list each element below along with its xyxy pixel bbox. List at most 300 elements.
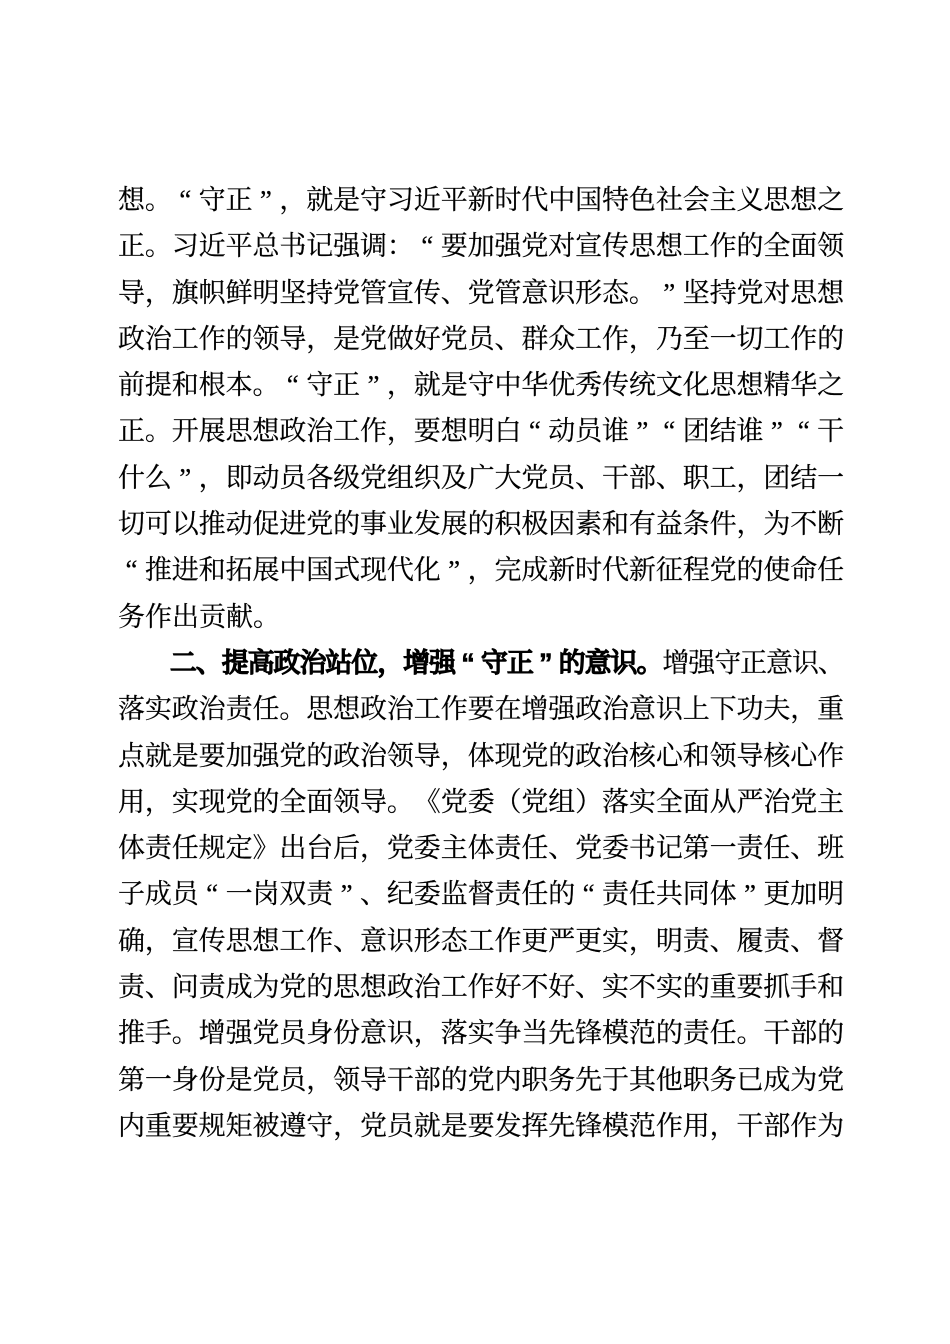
body-char: 职 (682, 1064, 710, 1095)
body-char: 体 (118, 833, 145, 864)
body-char: 锋 (575, 1018, 603, 1049)
body-char: 员 (467, 323, 495, 354)
body-char: 实 (602, 925, 630, 956)
body-char: 统 (628, 370, 656, 401)
body-char: ： (386, 231, 414, 262)
body-char: 习 (386, 185, 414, 215)
body-char: 是 (333, 185, 361, 215)
body-char: 意 (360, 1018, 388, 1049)
body-char: ， (198, 462, 226, 493)
body-char: 强 (548, 694, 576, 725)
body-char: 素 (575, 509, 603, 540)
body-char: 导 (360, 1064, 388, 1095)
body-char: 现 (198, 786, 226, 817)
body-char: 想 (736, 370, 764, 401)
body-char: 领 (386, 740, 414, 771)
body-char: 平 (225, 231, 253, 262)
body-char: 治 (360, 740, 388, 771)
body-char: ” (770, 416, 783, 447)
body-char: 是 (440, 1110, 468, 1141)
body-char: 。 (144, 185, 172, 215)
body-char: 任 (709, 1018, 737, 1049)
body-char: 有 (628, 509, 656, 540)
body-char: 员 (548, 462, 576, 493)
body-char: 时 (575, 555, 603, 586)
body-char: 、 (790, 833, 818, 864)
body-char: ” (367, 370, 380, 401)
body-char: 完 (494, 555, 522, 586)
body-char: 识 (386, 1018, 414, 1049)
body-char: “ (125, 555, 138, 586)
body-char: 命 (790, 555, 818, 586)
body-char: 治 (386, 694, 414, 725)
text-line (118, 408, 844, 454)
body-char: ， (306, 323, 334, 354)
body-char: 书 (279, 231, 307, 262)
body-char: 正 (333, 370, 361, 401)
body-char: 好 (413, 323, 441, 354)
body-char: 思 (763, 185, 791, 215)
body-char: 责 (682, 925, 710, 956)
body-char: 责 (736, 833, 764, 864)
body-char: 思 (225, 416, 253, 447)
body-char: 组 (386, 462, 414, 493)
body-char: 思 (225, 925, 253, 956)
body-char: 想 (817, 277, 845, 308)
body-char: 任 (763, 833, 791, 864)
body-char: 精 (763, 370, 791, 401)
body-char: 传 (602, 370, 630, 401)
body-char: 作 (655, 1110, 683, 1141)
body-char: 代 (521, 185, 549, 215)
body-char: 职 (682, 462, 710, 493)
body-char: 锋 (575, 1110, 603, 1141)
body-char: 近 (413, 185, 441, 215)
body-char: 规 (198, 1110, 226, 1141)
heading-char: ” (538, 647, 553, 678)
body-char: 国 (575, 185, 603, 215)
body-char: 用 (118, 786, 145, 817)
body-char: 谁 (736, 416, 764, 447)
body-char: 管 (360, 277, 388, 308)
body-char: （ (494, 786, 522, 817)
body-char: 和 (198, 555, 226, 586)
body-char: 切 (118, 509, 145, 540)
body-char: ” (340, 879, 353, 910)
body-char: 的 (736, 231, 764, 262)
body-char: 乃 (655, 323, 683, 354)
body-char: 的 (548, 879, 576, 910)
text-line (118, 1103, 844, 1149)
body-char: 部 (413, 1064, 441, 1095)
body-char: 守 (714, 647, 742, 678)
body-char: 任 (171, 833, 199, 864)
body-char: 内 (494, 1064, 522, 1095)
body-char: 新 (467, 185, 495, 215)
body-char: 强 (225, 1018, 253, 1049)
body-char: 党 (467, 277, 495, 308)
body-char: ” (259, 185, 272, 215)
body-char: 主 (440, 833, 468, 864)
body-char: 从 (709, 786, 737, 817)
body-char: 的 (333, 509, 361, 540)
body-char: 正 (118, 416, 145, 447)
body-char: 治 (602, 740, 630, 771)
body-char: ” (636, 416, 649, 447)
body-char: ， (709, 1110, 737, 1141)
body-char: 不 (521, 972, 549, 1003)
body-char: 工 (763, 323, 791, 354)
heading-char: ， (377, 647, 405, 678)
body-char: 帜 (198, 277, 226, 308)
body-char: 、 (655, 462, 683, 493)
body-char: 导 (118, 277, 145, 308)
body-char: 之 (817, 185, 845, 215)
body-char: 作 (494, 925, 522, 956)
body-char: 的 (817, 1018, 845, 1049)
body-char: 义 (736, 185, 764, 215)
text-line (118, 270, 844, 316)
body-char: 实 (628, 786, 656, 817)
body-char: 履 (736, 925, 764, 956)
body-char: 工 (682, 231, 710, 262)
body-char: 体 (709, 879, 737, 910)
heading-char: 。 (636, 647, 664, 678)
body-char: 是 (333, 323, 361, 354)
body-char: 他 (655, 1064, 683, 1095)
body-char: 部 (790, 1018, 818, 1049)
heading-char: 政 (273, 647, 301, 678)
body-char: 形 (575, 277, 603, 308)
heading-char: 治 (299, 647, 327, 678)
body-char: 宣 (386, 277, 414, 308)
body-char: 不 (790, 509, 818, 540)
body-char: 平 (440, 185, 468, 215)
body-char: 其 (628, 1064, 656, 1095)
body-char: 和 (602, 509, 630, 540)
body-char: 现 (494, 740, 522, 771)
body-char: 要 (440, 231, 468, 262)
text-line (118, 918, 844, 964)
body-char: 党 (790, 786, 818, 817)
body-char: “ (582, 879, 595, 910)
heading-char: 站 (325, 647, 353, 678)
body-char: 党 (440, 786, 468, 817)
body-char: 要 (467, 694, 495, 725)
heading-char: 守 (480, 647, 508, 678)
body-char: ， (467, 555, 495, 586)
body-char: 发 (413, 509, 441, 540)
body-char: 要 (413, 416, 441, 447)
body-char: 坚 (279, 277, 307, 308)
body-char: 更 (521, 925, 549, 956)
heading-char: 识 (610, 647, 638, 678)
body-char: 强 (333, 231, 361, 262)
indent-space (144, 640, 170, 686)
body-char: 色 (628, 185, 656, 215)
body-char: 管 (494, 277, 522, 308)
body-char: 强 (252, 740, 280, 771)
body-char: 成 (521, 555, 549, 586)
body-char: 任 (521, 879, 549, 910)
text-line (118, 825, 844, 871)
body-char: 展 (198, 416, 226, 447)
body-char: 中 (494, 370, 522, 401)
body-char: 总 (252, 231, 280, 262)
body-char: 党 (279, 740, 307, 771)
body-char: 在 (494, 694, 522, 725)
body-char: 党 (817, 1064, 845, 1095)
body-char: 任 (817, 555, 845, 586)
body-char: 守 (360, 185, 388, 215)
body-char: 结 (790, 462, 818, 493)
body-char: 习 (171, 231, 199, 262)
body-char: ， (144, 925, 172, 956)
body-char: 领 (333, 786, 361, 817)
body-char: 后 (333, 833, 361, 864)
body-char: 。 (279, 694, 307, 725)
body-char: 会 (682, 185, 710, 215)
body-char: 积 (494, 509, 522, 540)
body-char: 治 (413, 972, 441, 1003)
body-char: 落 (440, 1018, 468, 1049)
body-char: 现 (360, 555, 388, 586)
body-char: 成 (225, 972, 253, 1003)
body-char: 本 (225, 370, 253, 401)
body-char: 党 (225, 786, 253, 817)
body-char: 严 (548, 925, 576, 956)
body-char: 任 (521, 833, 549, 864)
body-char: 治 (144, 323, 172, 354)
body-char: ， (386, 370, 414, 401)
body-char: 工 (171, 323, 199, 354)
body-char: 份 (198, 1064, 226, 1095)
body-char: 身 (171, 1064, 199, 1095)
body-char: 织 (413, 462, 441, 493)
body-char: “ (797, 416, 810, 447)
body-char: 夫 (763, 694, 791, 725)
body-char: 务 (548, 1064, 576, 1095)
body-char: 级 (333, 462, 361, 493)
body-char: 被 (252, 1110, 280, 1141)
body-char: 想 (252, 416, 280, 447)
body-char: 领 (709, 740, 737, 771)
body-char: 同 (682, 879, 710, 910)
body-char: ， (790, 694, 818, 725)
body-char: 之 (817, 370, 845, 401)
body-char: 思 (306, 694, 334, 725)
body-char: 责 (198, 972, 226, 1003)
body-char: 一 (709, 323, 737, 354)
body-char: 守 (467, 370, 495, 401)
text-line (118, 1010, 844, 1056)
body-char: 一 (144, 1064, 172, 1095)
body-char: 主 (709, 185, 737, 215)
body-char: 秀 (575, 370, 603, 401)
body-char: 出 (279, 833, 307, 864)
text-line (118, 362, 844, 408)
body-char: 强 (494, 231, 522, 262)
body-char: 守 (198, 185, 226, 215)
body-char: 进 (279, 509, 307, 540)
body-char: 实 (602, 972, 630, 1003)
body-char: 拓 (225, 555, 253, 586)
body-char: 和 (171, 370, 199, 401)
body-char: 记 (655, 833, 683, 864)
body-char: 手 (144, 1018, 172, 1049)
body-char: 要 (171, 1110, 199, 1141)
body-char: 、 (144, 972, 172, 1003)
body-char: 领 (333, 1064, 361, 1095)
body-char: 传 (198, 925, 226, 956)
indent-space (118, 640, 144, 686)
body-char: 治 (602, 694, 630, 725)
body-char: 范 (628, 1110, 656, 1141)
body-char: 工 (279, 925, 307, 956)
body-char: 政 (333, 740, 361, 771)
body-char: ， (386, 416, 414, 447)
body-char: 确 (118, 925, 145, 956)
body-char: 推 (198, 509, 226, 540)
body-char: 根 (198, 370, 226, 401)
body-char: 、 (575, 972, 603, 1003)
body-char: 调 (360, 231, 388, 262)
body-char: 督 (817, 925, 845, 956)
body-char: 守 (306, 1110, 334, 1141)
body-char: 明 (817, 879, 845, 910)
body-char: 下 (709, 694, 737, 725)
text-line (118, 1057, 844, 1103)
body-char: 班 (817, 833, 845, 864)
body-char: 党 (360, 323, 388, 354)
body-char: 社 (655, 185, 683, 215)
body-char: 党 (360, 1110, 388, 1141)
body-char: 内 (118, 1110, 145, 1141)
heading-char: 增 (403, 647, 431, 678)
body-char: 政 (279, 416, 307, 447)
body-char: 干 (602, 462, 630, 493)
body-char: 业 (386, 509, 414, 540)
body-char: 和 (817, 972, 845, 1003)
body-char: 是 (171, 740, 199, 771)
body-char: 党 (279, 972, 307, 1003)
body-char: 治 (306, 416, 334, 447)
body-char: 。 (171, 1018, 199, 1049)
body-char: 新 (628, 555, 656, 586)
body-char: 务 (709, 1064, 737, 1095)
body-char: 、 (494, 323, 522, 354)
body-char: 不 (628, 972, 656, 1003)
body-char: 动 (548, 416, 576, 447)
body-char: ， (736, 509, 764, 540)
body-char: 全 (763, 231, 791, 262)
body-char: 代 (386, 555, 414, 586)
body-char: 就 (413, 370, 441, 401)
body-char: 工 (709, 462, 737, 493)
body-char: 的 (467, 509, 495, 540)
body-char: 委 (602, 833, 630, 864)
body-char: 新 (548, 555, 576, 586)
body-char: 手 (790, 972, 818, 1003)
body-char: “ (663, 416, 676, 447)
body-char: 委 (413, 879, 441, 910)
body-char: 委 (467, 786, 495, 817)
body-char: 政 (575, 694, 603, 725)
body-char: 意 (628, 694, 656, 725)
body-char: 的 (306, 740, 334, 771)
body-char: 形 (413, 925, 441, 956)
body-char: 全 (655, 786, 683, 817)
heading-char: 位 (351, 647, 379, 678)
body-char: 想 (655, 231, 683, 262)
body-char: 先 (548, 1018, 576, 1049)
body-char: 责 (118, 972, 145, 1003)
body-char: 用 (682, 1110, 710, 1141)
body-char: 文 (655, 370, 683, 401)
body-char: 部 (628, 462, 656, 493)
body-char: 想 (118, 185, 145, 215)
body-char: 的 (817, 323, 845, 354)
body-char: 领 (252, 323, 280, 354)
body-char: 员 (171, 879, 199, 910)
body-char: 。 (736, 1018, 764, 1049)
body-char: ” (743, 879, 756, 910)
body-char: 团 (763, 462, 791, 493)
heading-char: 的 (558, 647, 586, 678)
body-char: 作 (817, 740, 845, 771)
body-char: 党 (709, 555, 737, 586)
body-char: 为 (763, 509, 791, 540)
body-char: 、 (709, 925, 737, 956)
body-char: 工 (413, 694, 441, 725)
body-char: 重 (144, 1110, 172, 1141)
body-char: 国 (306, 555, 334, 586)
body-char: 。 (386, 786, 414, 817)
body-char: 领 (817, 231, 845, 262)
body-char: 谁 (602, 416, 630, 447)
body-char: 的 (655, 1018, 683, 1049)
body-char: 作 (790, 323, 818, 354)
body-char: 治 (763, 786, 791, 817)
body-char: 组 (548, 786, 576, 817)
body-char: 先 (575, 1064, 603, 1095)
heading-char: 意 (584, 647, 612, 678)
body-char: 当 (521, 1018, 549, 1049)
body-char: 模 (602, 1018, 630, 1049)
body-char: 做 (386, 323, 414, 354)
body-char: 增 (662, 647, 690, 678)
text-segment: 务作出贡献。 (118, 601, 280, 632)
body-char: 先 (548, 1110, 576, 1141)
body-char: 职 (521, 1064, 549, 1095)
body-char: 员 (279, 1018, 307, 1049)
body-char: 好 (494, 972, 522, 1003)
body-char: 中 (279, 555, 307, 586)
body-char: 份 (333, 1018, 361, 1049)
body-char: 党 (521, 740, 549, 771)
body-char: 近 (198, 231, 226, 262)
heading-char: 高 (247, 647, 275, 678)
body-char: 委 (413, 833, 441, 864)
body-char: 核 (628, 740, 656, 771)
body-char: 要 (467, 1110, 495, 1141)
body-char: 群 (521, 323, 549, 354)
body-char: 成 (144, 879, 172, 910)
body-char: 已 (736, 1064, 764, 1095)
body-char: 心 (655, 740, 683, 771)
body-char: 责 (494, 879, 522, 910)
body-char: 持 (709, 277, 737, 308)
